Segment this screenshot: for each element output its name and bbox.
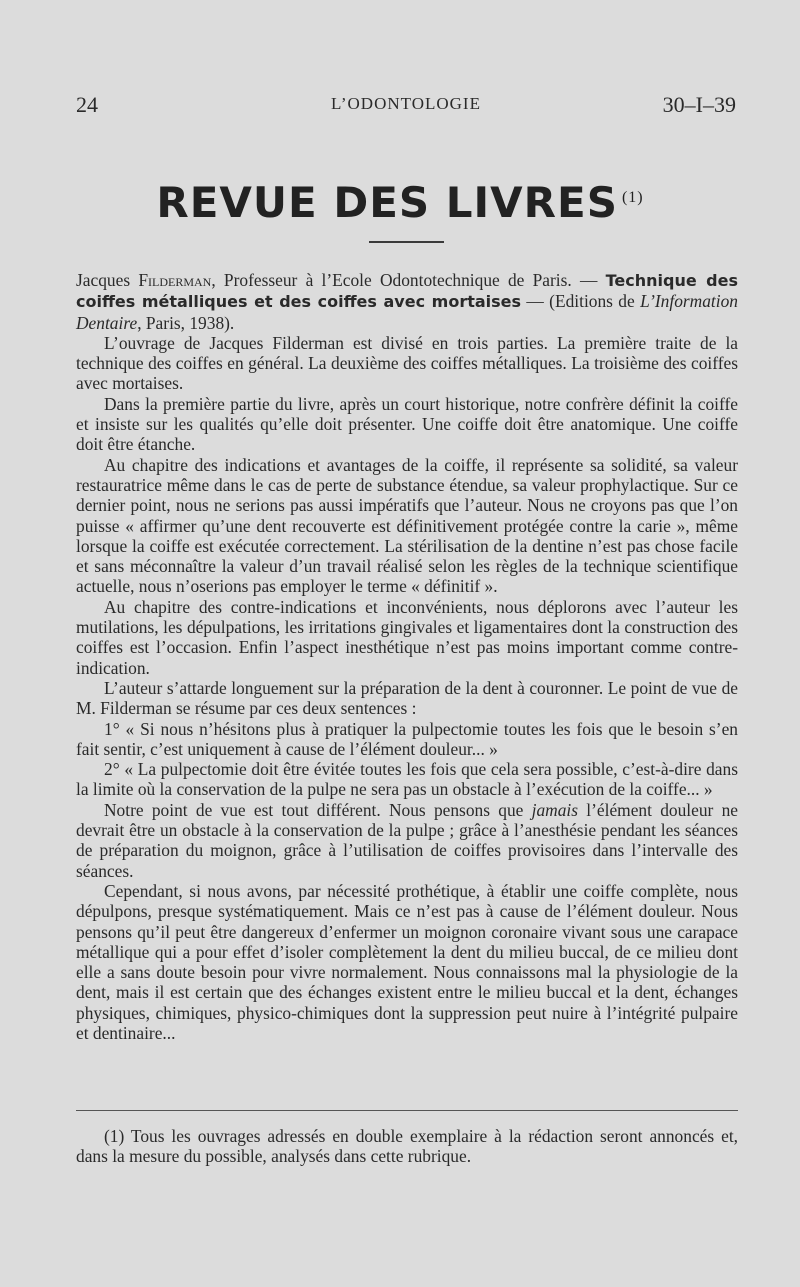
citation-author-last: Filderman [138,270,212,290]
paragraph: L’ouvrage de Jacques Filderman est divisé en trois parties. La première traite de la technique des coiffes en général. La deuxième des coiffes métalliques. La troisième des coiffes avec mortaises. [76,332,738,394]
quoted-sentence: 2° « La pulpectomie doit être évitée toutes les fois que cela sera possible, c’est-à-dire dans la limite où la conservation de la pulpe ne sera pas un obstacle à l’exécution de la coiffe... » [76,759,738,800]
article-body [76,270,738,1043]
paragraph-text: l’élément douleur ne devrait être un obstacle à la conservation de la pulpe ; grâce à l’anesthésie pendant les séances de préparation du moignon, grâce à l’utilisation de coiffes provisoires dans l’intervalle des séances. [76,799,739,881]
citation-publisher: L’Information Dentaire [76,291,738,333]
section-title [0,178,800,227]
book-citation [76,270,738,333]
paragraph: Dans la première partie du livre, après un court historique, notre confrère définit la coiffe et insiste sur les qualités qu’elle doit présenter. Une coiffe doit être anatomique. Une coiffe doit être étanche. [76,393,738,455]
footnote-divider [76,1110,738,1111]
footnote-text: (1) Tous les ouvrages adressés en double exemplaire à la rédaction seront annoncés et, dans la mesure du possible, analysés dans cette rubrique. [76,1126,738,1167]
paragraph [76,800,738,881]
paragraph: Au chapitre des indications et avantages de la coiffe, il représente sa solidité, sa valeur restauratrice même dans le cas de perte de substance étendue, sa valeur prophylactique. Sur ce dernier point, nous ne serions pas aussi impératifs que l’auteur. Nous ne croyons pas que l’on puisse « affirmer qu’une dent recouverte est définitivement protégée contre la carie », même lorsque la coiffe est exécutée correctement. La stérilisation de la dentine n’est pas chose facile et sans méconnaître la valeur d’un travail réalisé selon les règles de la technique scientifique actuelle, nous n’oserions pas employer le terme « définitif ». [76,454,738,597]
title-divider [369,241,444,243]
citation-affiliation: , Professeur à l’Ecole Odontotechnique de Paris. — [211,270,606,290]
citation-pub-prefix: — (Editions de [521,291,641,312]
paragraph: L’auteur s’attarde longuement sur la préparation de la dent à couronner. Le point de vue de M. Filderman se résume par ces deux sentences : [76,677,738,719]
emphasis-text: jamais [531,799,579,820]
page-number: 24 [76,92,98,117]
journal-name: L’ODONTOLOGIE [331,94,481,113]
section-title-text: REVUE DES LIVRES [156,178,618,227]
paragraph: Au chapitre des contre-indications et inconvénients, nous déplorons avec l’auteur les mutilations, les dépulpations, les irritations gingivales et ligamentaires dont la construction des coiffes est l’occasion. Enfin l’aspect inesthétique n’est pas moins important comme contre-indication. [76,596,738,678]
running-header [76,92,736,122]
paragraph: Cependant, si nous avons, par nécessité prothétique, à établir une coiffe complète, nous dépulpons, presque systématiquement. Mais ce n’est pas à cause de l’élément douleur. Nous pensons qu’il peut être dangereux d’enfermer un moignon coronaire vivant sous une carapace métallique qui a pour effet d’isoler complètement la dent du milieu buccal, de ce milieu dont elle a sans doute besoin pour vivre normalement. Nous connaissons mal la physiologie de la dent, mais il est certain que des échanges existent entre le milieu buccal et la dent, échanges physiques, chimiques, physico-chimiques dont la suppression peut nuire à l’intégrité pulpaire et dentinaire... [76,880,738,1043]
paragraph-text: Notre point de vue est tout différent. Nous pensons que [104,799,532,820]
issue-date: 30–I–39 [662,92,736,117]
footnote [76,1126,738,1167]
title-footnote-mark: (1) [621,189,644,206]
citation-book-title: Technique des coiffes métalliques et des coiffes avec mortaises [76,271,738,312]
citation-author-first: Jacques [76,270,131,290]
citation-pub-suffix: , Paris, 1938). [137,312,235,333]
quoted-sentence: 1° « Si nous n’hésitons plus à pratiquer la pulpectomie toutes les fois que le besoin s’en fait sentir, c’est uniquement à cause de l’élément douleur... » [76,718,738,759]
